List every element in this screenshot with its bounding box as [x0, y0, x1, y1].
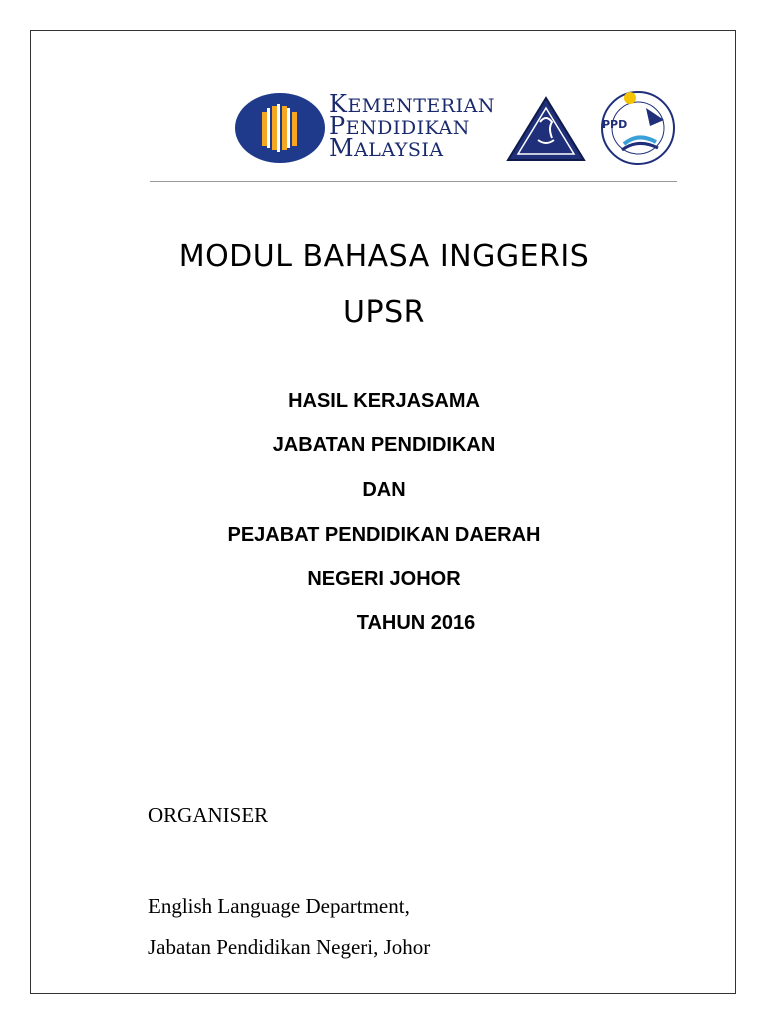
module-title: MODUL BAHASA INGGERIS [178, 239, 590, 274]
logo-word-kementerian: EMENTERIAN [347, 95, 495, 117]
ministry-logo-text [329, 90, 495, 162]
header-divider [150, 181, 677, 182]
state-crest-icon [504, 94, 588, 166]
collab-line-2: JABATAN PENDIDIKAN [272, 434, 496, 456]
collab-year: TAHUN 2016 [356, 612, 476, 634]
collab-line-4: PEJABAT PENDIDIKAN DAERAH [227, 524, 541, 546]
logo-header [234, 86, 684, 170]
logo-cap-p: P [329, 112, 346, 140]
collab-line-3: DAN [362, 479, 406, 501]
ministry-logo-icon [234, 92, 326, 164]
logo-cap-k: K [329, 90, 348, 118]
organiser-department: English Language Department, [148, 894, 410, 918]
collab-line-5: NEGERI JOHOR [307, 568, 461, 590]
ppd-logo-text: PPD [602, 118, 628, 131]
organiser-institution: Jabatan Pendidikan Negeri, Johor [148, 935, 431, 959]
collab-line-1: HASIL KERJASAMA [288, 390, 480, 412]
logo-word-pendidikan: ENDIDIKAN [345, 117, 470, 139]
ppd-logo-icon [594, 86, 684, 170]
module-subtitle-upsr: UPSR [343, 295, 425, 330]
page-border [30, 30, 736, 994]
logo-word-malaysia: ALAYSIA [354, 139, 444, 161]
logo-cap-m: M [329, 134, 355, 162]
organiser-label: ORGANISER [148, 803, 269, 827]
